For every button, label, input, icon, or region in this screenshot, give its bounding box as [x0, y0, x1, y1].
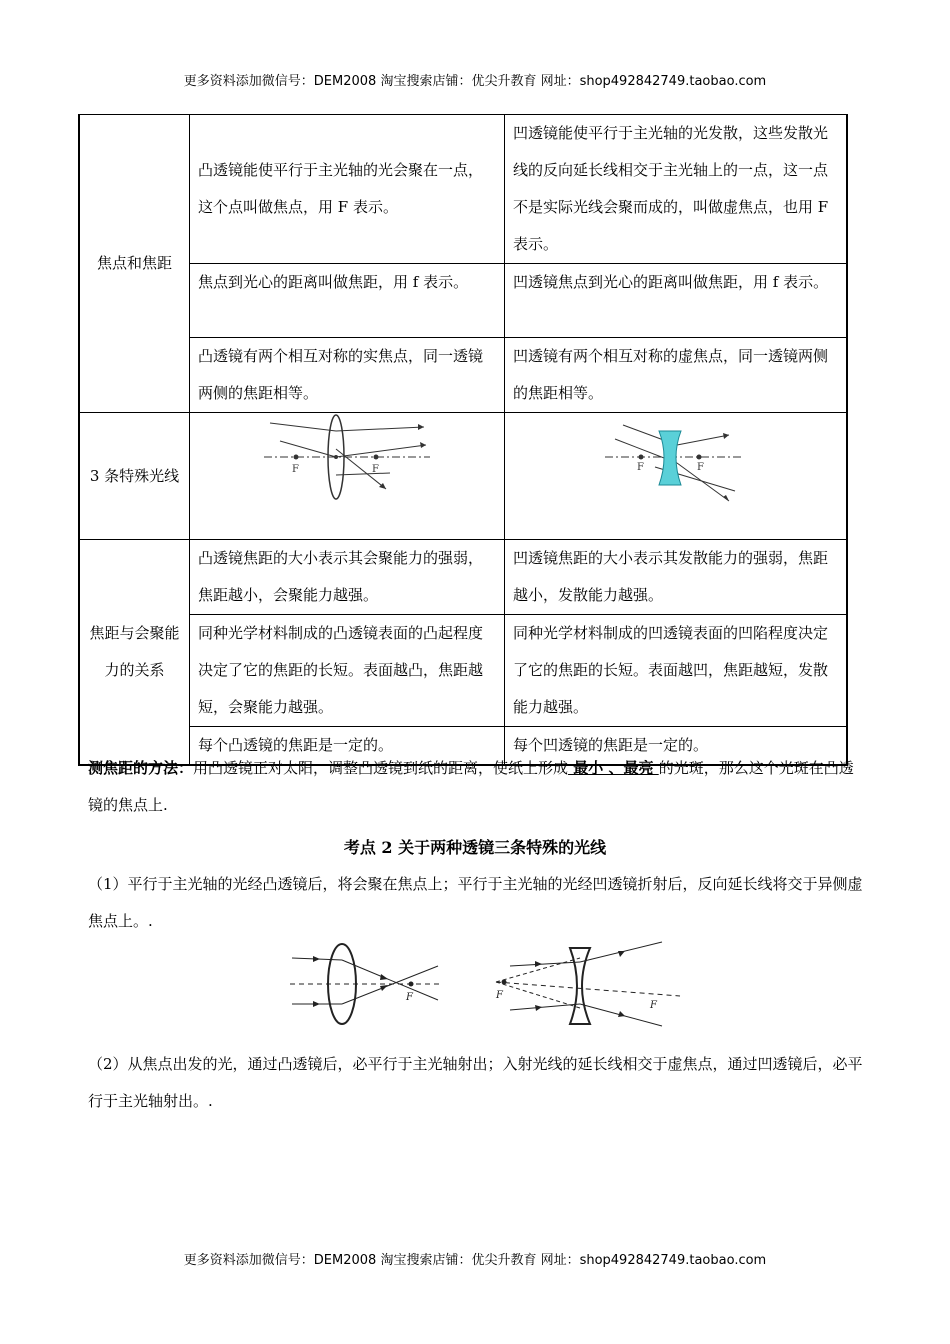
convex-surface-curvature: 同种光学材料制成的凸透镜表面的凸起程度决定了它的焦距的长短。表面越凸，焦距越短，会聚能力越强。 [190, 615, 505, 727]
method-text-1: 用凸透镜正对太阳，调整凸透镜到纸的距离，使纸上形成 [193, 759, 569, 777]
page-header: 更多资料添加微信号：DEM2008 淘宝搜索店铺：优尖升教育 网址：shop492842749.taobao.com [183, 74, 767, 89]
row-special-rays-label: 3 条特殊光线 [79, 413, 190, 540]
concave-focus-def: 凹透镜能使平行于主光轴的光发散，这些发散光线的反向延长线相交于主光轴上的一点，这一点不是实际光线会聚而成的，叫做虚焦点，也用 F 表示。 [505, 115, 848, 264]
row-convergence-label: 焦距与会聚能力的关系 [79, 540, 190, 766]
row-focus-label: 焦点和焦距 [79, 115, 190, 413]
convex-focal-strength: 凸透镜焦距的大小表示其会聚能力的强弱，焦距越小，会聚能力越强。 [190, 540, 505, 615]
fig-convex-focus-label: F [406, 992, 413, 1003]
convex-focal-fixed: 每个凸透镜的焦距是一定的。 [190, 727, 505, 766]
concave-focal-strength: 凹透镜焦距的大小表示其发散能力的强弱，焦距越小，发散能力越强。 [505, 540, 848, 615]
convex-focal-length-def: 焦点到光心的距离叫做焦距，用 f 表示。 [190, 264, 505, 338]
measure-focal-method [88, 750, 868, 824]
section-title: 考点 2 关于两种透镜三条特殊的光线 [343, 838, 607, 857]
concave-focal-fixed: 每个凹透镜的焦距是一定的。 [505, 727, 848, 766]
concave-two-foci: 凹透镜有两个相互对称的虚焦点，同一透镜两侧的焦距相等。 [505, 338, 848, 413]
fig-concave-focus-label-right: F [650, 1000, 657, 1011]
concave-focus-label-right: F [697, 462, 704, 473]
fig-concave-focus-label: F [496, 990, 503, 1001]
method-text-2: 的光斑，那么这个光斑在凸透镜的焦点上. [88, 759, 854, 814]
convex-two-foci: 凸透镜有两个相互对称的实焦点，同一透镜两侧的焦距相等。 [190, 338, 505, 413]
page-footer: 更多资料添加微信号：DEM2008 淘宝搜索店铺：优尖升教育 网址：shop492842749.taobao.com [183, 1253, 767, 1268]
concave-focus-label-left: F [637, 462, 644, 473]
convex-focus-def: 凸透镜能使平行于主光轴的光会聚在一点，这个点叫做焦点，用 F 表示。 [190, 115, 505, 264]
lens-comparison-table [78, 114, 848, 766]
concave-focal-length-def: 凹透镜焦点到光心的距离叫做焦距，用 f 表示。 [505, 264, 848, 338]
concave-surface-curvature: 同种光学材料制成的凹透镜表面的凹陷程度决定了它的焦距的长短。表面越凹，焦距越短，发散能力越强。 [505, 615, 848, 727]
convex-rays-figure [190, 413, 505, 540]
point-2: （2）从焦点出发的光，通过凸透镜后，必平行于主光轴射出；入射光线的延长线相交于虚焦点，通过凹透镜后，必平行于主光轴射出。. [88, 1055, 863, 1110]
method-label: 测焦距的方法： [88, 759, 194, 777]
lens-rays-figure [280, 938, 700, 1034]
point-1: （1）平行于主光轴的光经凸透镜后，将会聚在焦点上；平行于主光轴的光经凹透镜折射后，反向延长线将交于异侧虚焦点上。. [88, 875, 863, 930]
concave-rays-figure [505, 413, 848, 540]
convex-focus-label-right: F [372, 464, 379, 475]
method-emphasis: 最小 、最亮 [568, 759, 659, 777]
convex-focus-label-left: F [292, 464, 299, 475]
